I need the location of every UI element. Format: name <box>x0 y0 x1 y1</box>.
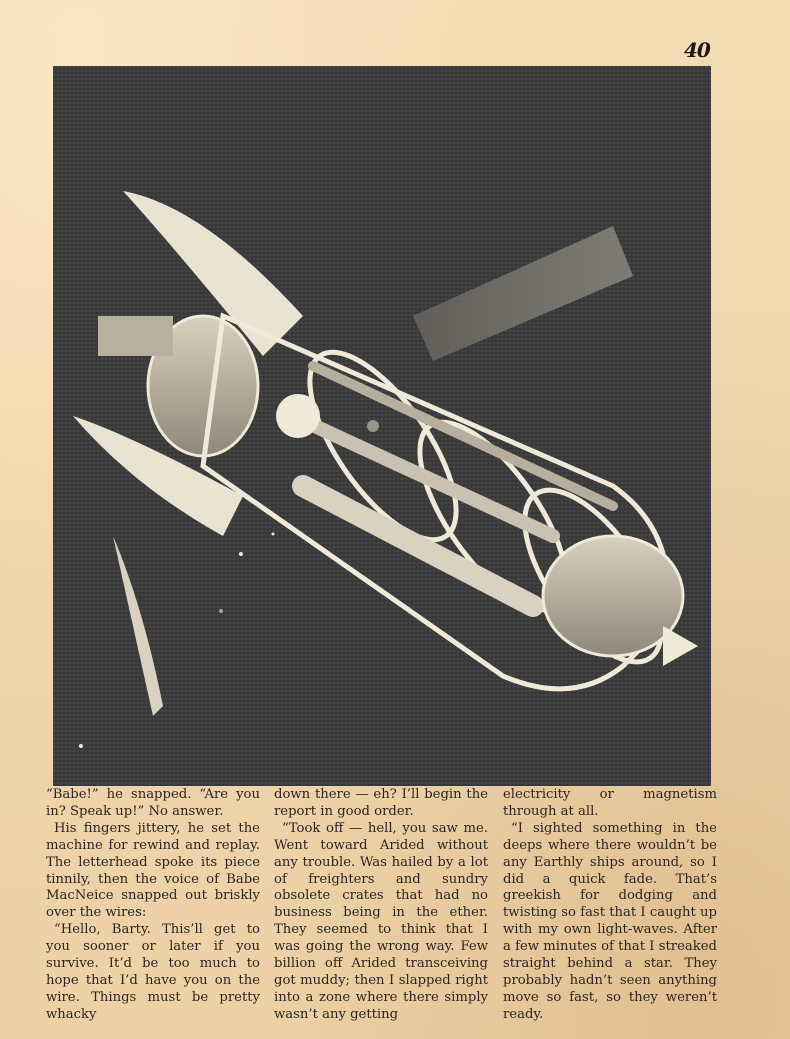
paragraph: His fingers jittery, he set the machine for rewind and replay. The letterhead spoke its piece tinnily, then the voice of Babe MacNeice snapped out briskly over the wires: <box>46 820 260 921</box>
paragraph: “Hello, Barty. This’ll get to you sooner or later if you survive. It’d be too much to hope that I’d have you on the wire. Things must be pretty whacky <box>46 922 260 1022</box>
paragraph: down there — eh? I’ll begin the report in good order. <box>274 787 488 819</box>
page-number: 40 <box>684 38 710 62</box>
paragraph: electricity or magnetism through at all. <box>503 787 717 819</box>
article-text <box>46 787 718 1022</box>
paragraph: “I sighted something in the deeps where there wouldn’t be any Earthly ships around, so I did a quick fade. That’s greekish for dodging and twisting so fast that I caught up with my own light-waves. After a few minutes of that I streaked straight behind a star. They probably hadn’t seen anything move so fast, so they weren’t ready. <box>503 820 717 1022</box>
text-column-3 <box>503 787 717 1024</box>
rocket-ship-illustration <box>53 66 711 786</box>
text-column-1 <box>46 787 260 1024</box>
text-column-2 <box>274 787 488 1024</box>
paragraph: “Took off — hell, you saw me. Went toward Arided without any trouble. Was hailed by a lot of freighters and sundry obsolete crates that had no business being in the ether. They seemed to think that I was going the wrong way. Few billion off Arided transceiving got muddy; then I slapped right into a zone where there simply wasn’t any getting <box>274 820 488 1022</box>
paragraph: “Babe!” he snapped. “Are you in? Speak up!” No answer. <box>46 787 260 819</box>
